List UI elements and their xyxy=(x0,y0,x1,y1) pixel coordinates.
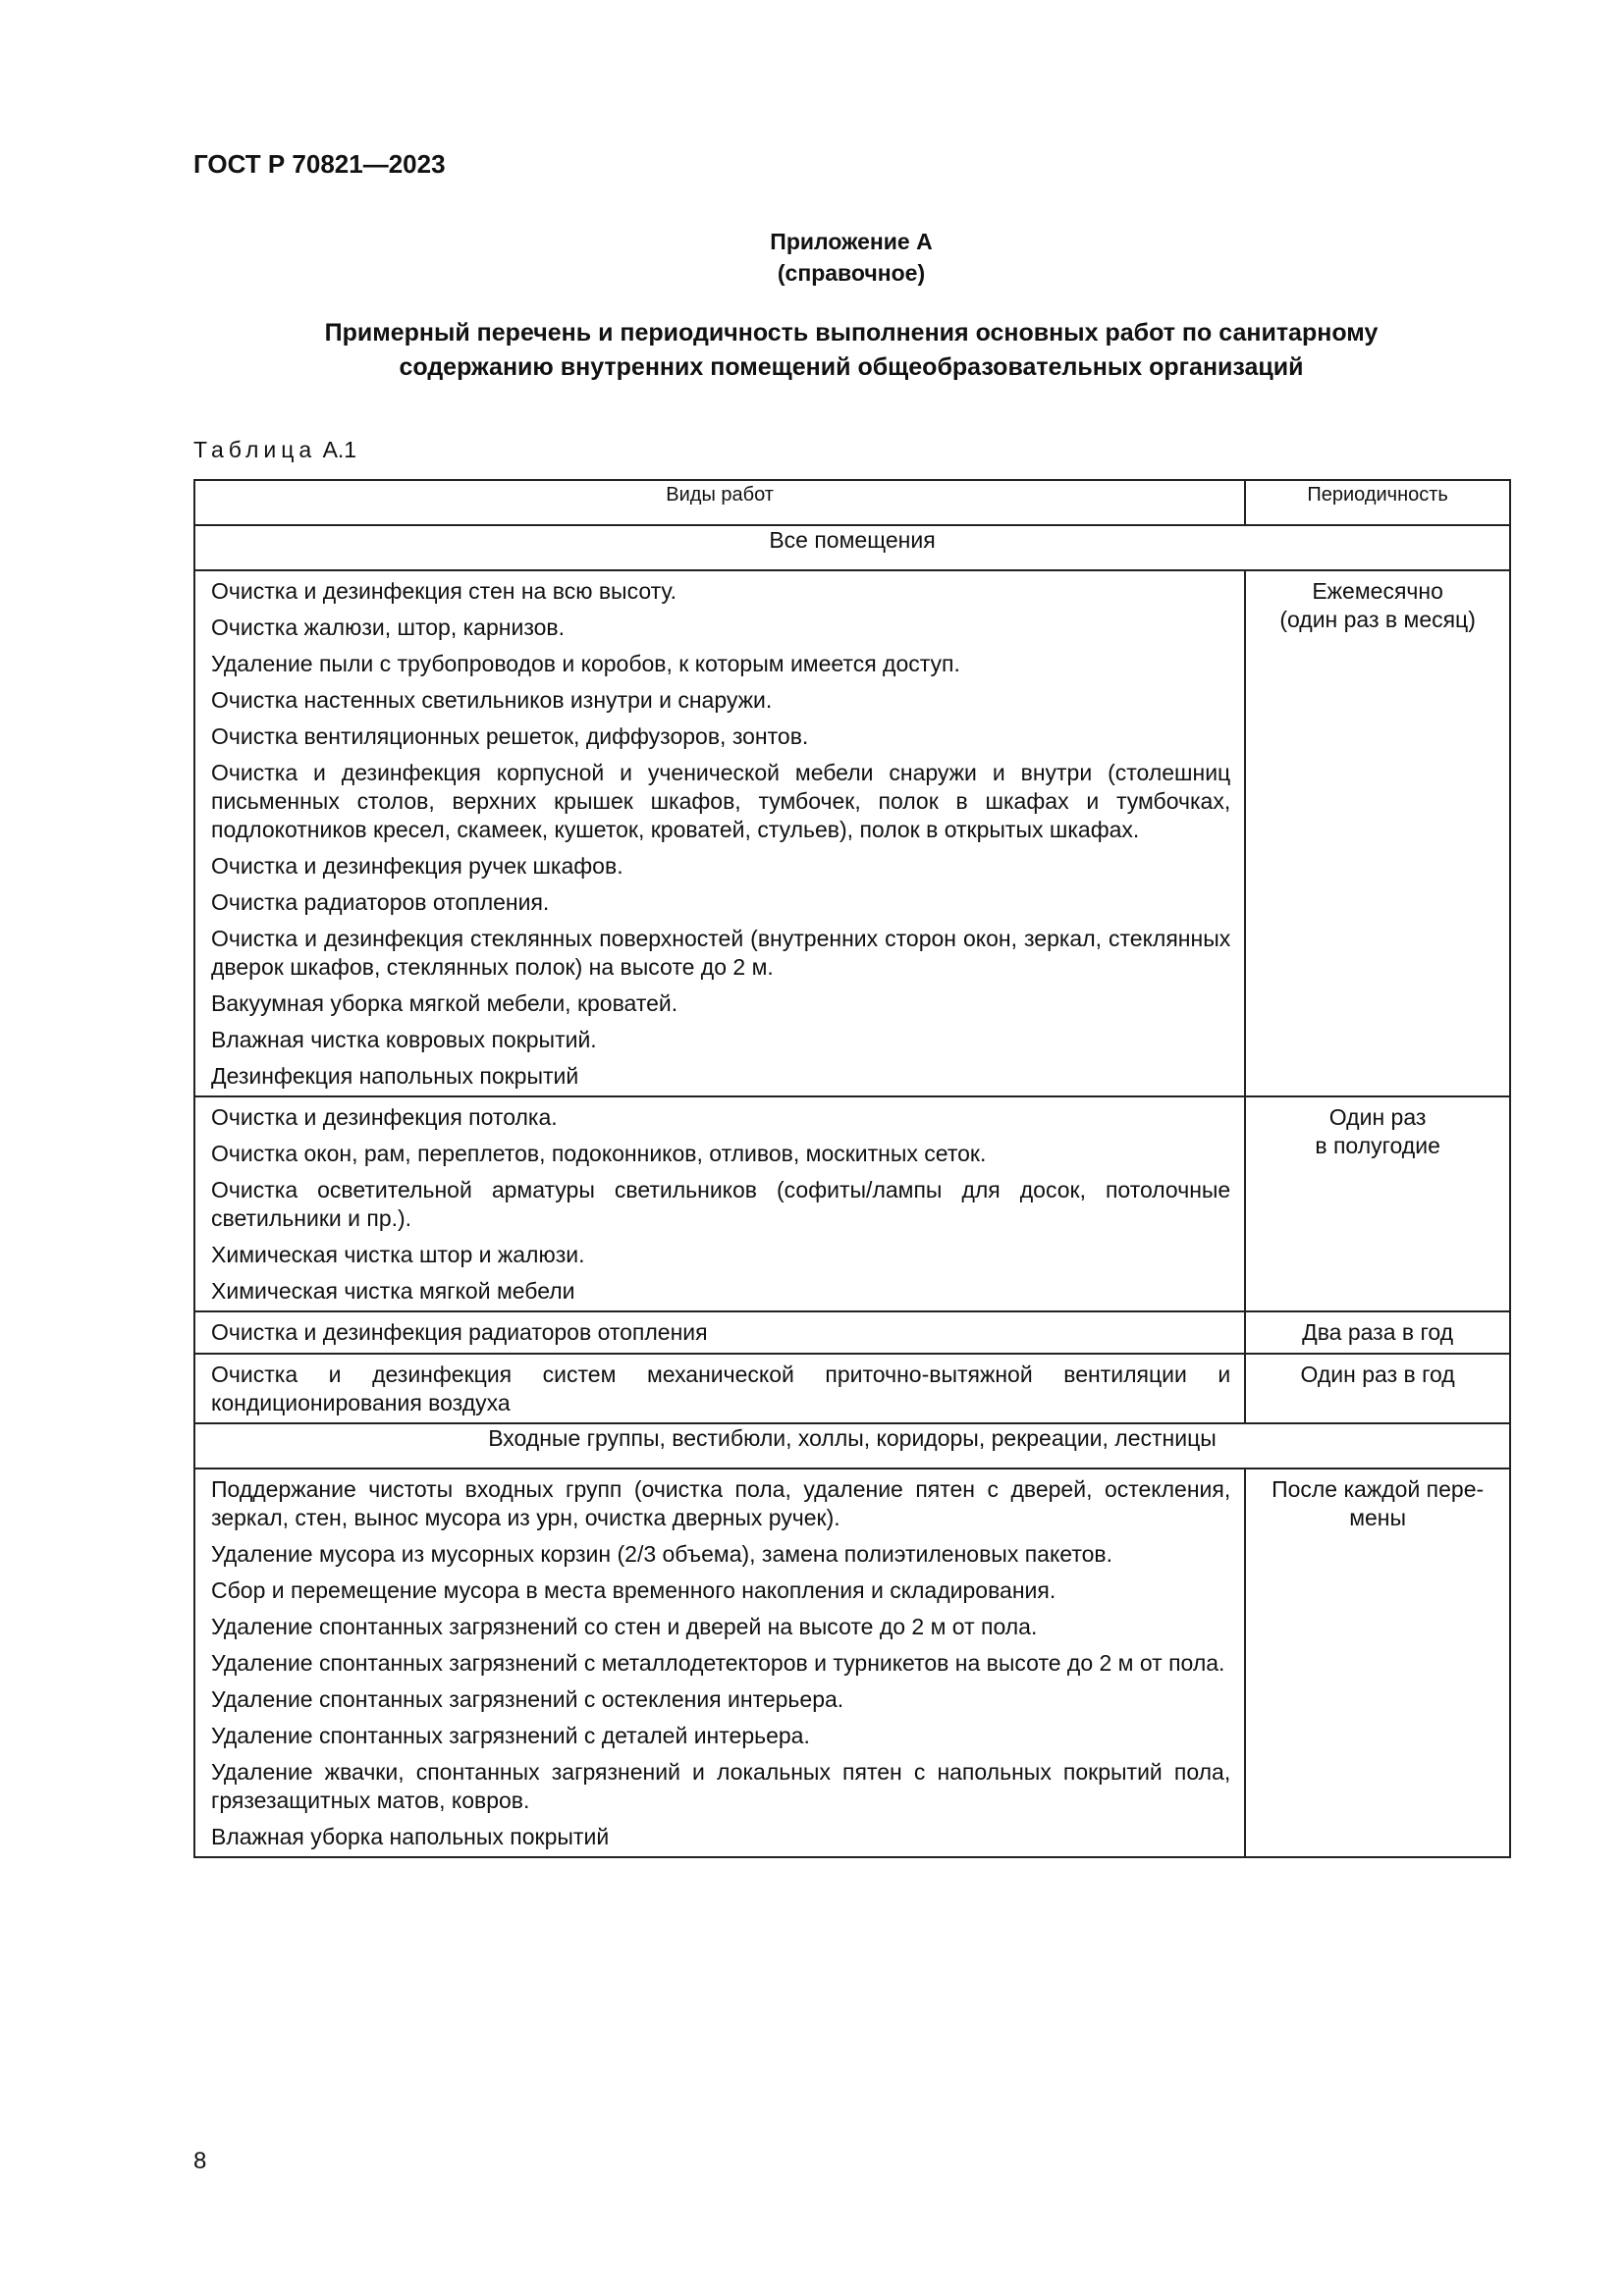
work-item: Очистка и дезинфекция корпусной и ученической мебели снаружи и внутри (столешниц письменных столов, верхних крышек шкафов, тумбочек, полок в шкафах и тумбочках, подлокотников кресел, скамеек, кушеток, кроватей, стульев), полок в открытых шкафах. xyxy=(211,760,1231,842)
period-text: Один раз xyxy=(1328,1104,1427,1130)
table-caption-number: А.1 xyxy=(322,437,357,462)
works-cell xyxy=(194,570,1245,1096)
work-item: Химическая чистка штор и жалюзи. xyxy=(211,1242,585,1267)
work-item: Удаление спонтанных загрязнений с металлодетекторов и турникетов на высоте до 2 м от пола. xyxy=(211,1650,1225,1676)
appendix-heading xyxy=(0,226,1624,289)
period-text: Один раз в год xyxy=(1300,1362,1455,1387)
works-cell xyxy=(194,1311,1245,1354)
table-row xyxy=(194,1096,1510,1311)
work-item: Удаление спонтанных загрязнений с остекления интерьера. xyxy=(211,1686,844,1712)
work-item: Влажная чистка ковровых покрытий. xyxy=(211,1027,597,1052)
work-item: Удаление мусора из мусорных корзин (2/3 объема), замена полиэтиленовых пакетов. xyxy=(211,1541,1112,1567)
page-number: 8 xyxy=(193,2148,207,2174)
works-cell xyxy=(194,1468,1245,1857)
work-item: Очистка настенных светильников изнутри и снаружи. xyxy=(211,687,773,713)
period-cell xyxy=(1245,1311,1510,1354)
work-item: Дезинфекция напольных покрытий xyxy=(211,1063,579,1089)
table-row xyxy=(194,1468,1510,1857)
work-item: Очистка и дезинфекция ручек шкафов. xyxy=(211,853,623,879)
work-item: Сбор и перемещение мусора в места временного накопления и складирования. xyxy=(211,1577,1056,1603)
work-item: Удаление спонтанных загрязнений со стен и дверей на высоте до 2 м от пола. xyxy=(211,1614,1038,1639)
table-caption xyxy=(193,437,356,463)
work-item: Удаление спонтанных загрязнений с деталей интерьера. xyxy=(211,1723,810,1748)
works-cell xyxy=(194,1096,1245,1311)
period-cell xyxy=(1245,1468,1510,1857)
document-title-line-1: Примерный перечень и периодичность выполнения основных работ по санитарному xyxy=(324,319,1379,347)
document-title xyxy=(236,316,1467,385)
period-cell xyxy=(1245,570,1510,1096)
work-item: Удаление пыли с трубопроводов и коробов, к которым имеется доступ. xyxy=(211,651,960,676)
section-title: Все помещения xyxy=(194,525,1510,570)
work-item: Очистка вентиляционных решеток, диффузоров, зонтов. xyxy=(211,723,809,749)
header-works: Виды работ xyxy=(194,480,1245,525)
table-body xyxy=(194,525,1510,1857)
section-title: Входные группы, вестибюли, холлы, коридоры, рекреации, лестницы xyxy=(194,1423,1510,1468)
appendix-note: (справочное) xyxy=(777,260,926,286)
work-item: Очистка и дезинфекция потолка. xyxy=(211,1104,558,1130)
period-text: Ежемесячно xyxy=(1312,578,1443,604)
works-cell xyxy=(194,1354,1245,1423)
period-cell xyxy=(1245,1354,1510,1423)
work-item: Очистка жалюзи, штор, карнизов. xyxy=(211,614,566,640)
section-row xyxy=(194,1423,1510,1468)
document-title-line-2: содержанию внутренних помещений общеобразовательных организаций xyxy=(399,353,1304,381)
table-row xyxy=(194,1311,1510,1354)
work-item: Очистка радиаторов отопления. xyxy=(211,889,550,915)
section-row xyxy=(194,525,1510,570)
document-code: ГОСТ Р 70821—2023 xyxy=(193,149,446,179)
period-text: мены xyxy=(1349,1505,1407,1530)
work-item: Очистка и дезинфекция систем механической приточно-вытяжной вентиляции и кондиционирования воздуха xyxy=(211,1362,1231,1415)
work-item: Очистка и дезинфекция стен на всю высоту. xyxy=(211,578,677,604)
work-item: Химическая чистка мягкой мебели xyxy=(211,1278,575,1304)
table-header-row xyxy=(194,480,1510,525)
work-item: Очистка и дезинфекция стеклянных поверхностей (внутренних сторон окон, зеркал, стеклянных дверок шкафов, стеклянных полок) на высоте до 2 м. xyxy=(211,926,1231,980)
table-row xyxy=(194,570,1510,1096)
work-item: Очистка осветительной арматуры светильников (софиты/лампы для досок, потолочные светильники и пр.). xyxy=(211,1177,1231,1231)
period-text: Два раза в год xyxy=(1302,1319,1454,1345)
work-item: Влажная уборка напольных покрытий xyxy=(211,1824,610,1849)
table-caption-prefix: Таблица xyxy=(193,437,317,462)
period-text: После каждой пере- xyxy=(1272,1476,1485,1502)
header-period: Периодичность xyxy=(1245,480,1510,525)
work-item: Очистка окон, рам, переплетов, подоконников, отливов, москитных сеток. xyxy=(211,1141,987,1166)
appendix-label: Приложение А xyxy=(770,229,933,254)
work-item: Вакуумная уборка мягкой мебели, кроватей. xyxy=(211,990,678,1016)
period-cell xyxy=(1245,1096,1510,1311)
works-table xyxy=(193,479,1511,1858)
period-text: (один раз в месяц) xyxy=(1279,607,1476,632)
work-item: Очистка и дезинфекция радиаторов отопления xyxy=(211,1319,708,1345)
period-text: в полугодие xyxy=(1315,1133,1440,1158)
work-item: Поддержание чистоты входных групп (очистка пола, удаление пятен с дверей, остекления, зеркал, стен, вынос мусора из урн, очистка дверных ручек). xyxy=(211,1476,1231,1530)
work-item: Удаление жвачки, спонтанных загрязнений и локальных пятен с напольных покрытий пола, грязезащитных матов, ковров. xyxy=(211,1759,1231,1813)
table-row xyxy=(194,1354,1510,1423)
